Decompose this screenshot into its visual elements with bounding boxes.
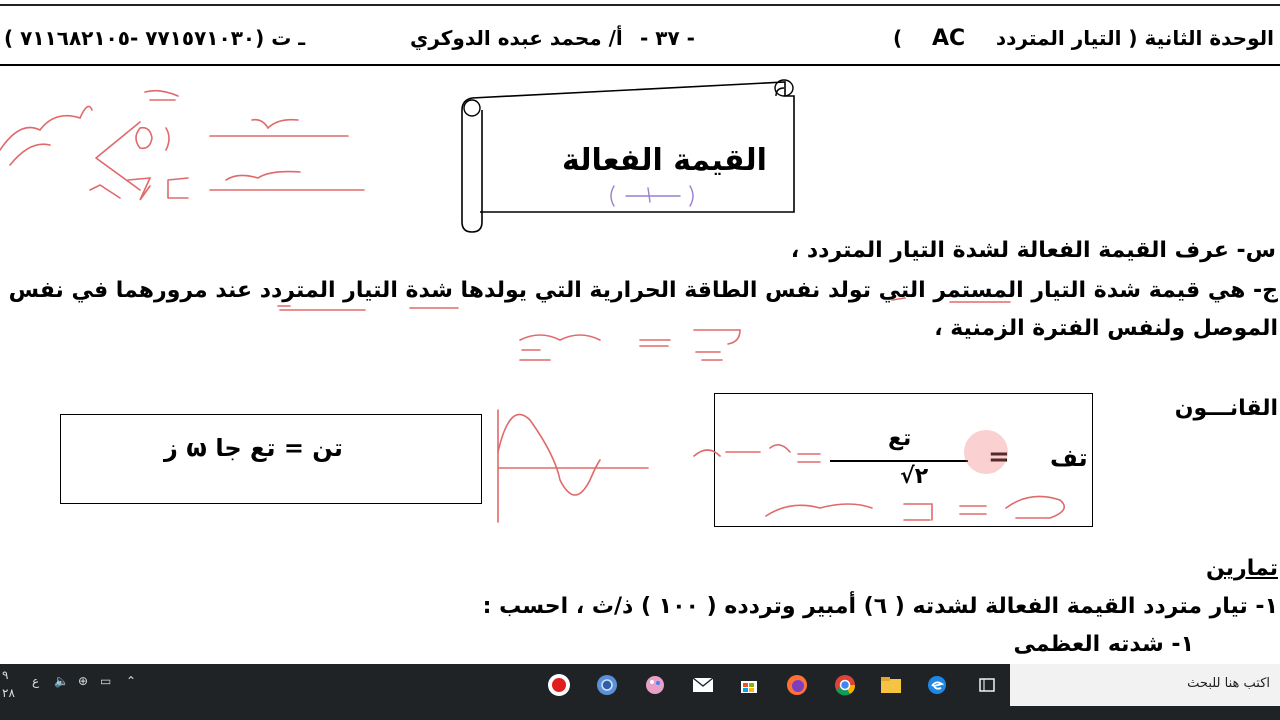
record-icon[interactable] (546, 672, 572, 698)
taskbar (0, 664, 1280, 720)
header-top-rule (0, 4, 1280, 6)
chrome-icon[interactable] (832, 672, 858, 698)
formula-effective-denominator: ٢√ (900, 464, 929, 489)
question-text: س- عرف القيمة الفعالة لشدة التيار المتردد ، (790, 238, 1276, 263)
formula-instantaneous: تن = تع جا ω ز (164, 434, 343, 462)
fraction-bar (830, 460, 968, 462)
header-unit-title: الوحدة الثانية ( التيار المتردد (995, 26, 1274, 50)
cursor-highlight (964, 430, 1008, 474)
tray-chevron-icon[interactable]: ⌃ (126, 674, 137, 688)
mail-icon[interactable] (690, 672, 716, 698)
formula-effective-numerator: تع (888, 426, 912, 451)
exercises-heading: تمارين (1206, 556, 1278, 581)
exercise-1-part-a: ١- شدته العظمى (1013, 632, 1194, 657)
banner-title: القيمة الفعالة (562, 143, 767, 178)
language-indicator[interactable]: ع (32, 674, 40, 688)
formula-effective-lhs: تف (1050, 444, 1088, 472)
header-bottom-rule (0, 64, 1280, 66)
header-unit-ac: AC (932, 26, 966, 51)
clock-time[interactable]: ٩ (2, 668, 9, 682)
taskbar-search-placeholder: اكتب هنا للبحث (1187, 676, 1270, 691)
formula-effective-equals: = (988, 442, 1010, 472)
firefox-icon[interactable] (784, 672, 810, 698)
header-page-number: - ٣٧ - (640, 26, 695, 50)
task-view-icon[interactable] (974, 672, 1000, 698)
edge-icon[interactable] (924, 672, 950, 698)
law-heading: القانـــون (1174, 396, 1278, 421)
network-icon[interactable]: ⊕ (78, 674, 89, 688)
answer-line-1: ج- هي قيمة شدة التيار المستمر التي تولد نفس الطاقة الحرارية التي يولدها شدة التيار المتردد عند مرورهما في نفس (8, 278, 1278, 303)
paint-icon[interactable] (642, 672, 668, 698)
clock-date[interactable]: ٢٨ (2, 686, 15, 700)
battery-icon[interactable]: ▭ (100, 674, 112, 688)
store-icon[interactable] (736, 672, 762, 698)
header-author: أ/ محمد عبده الدوكري (410, 26, 623, 50)
chrome-alt-icon[interactable] (594, 672, 620, 698)
file-explorer-icon[interactable] (878, 672, 904, 698)
volume-icon[interactable]: 🔈 (54, 674, 69, 688)
exercise-1: ١- تيار متردد القيمة الفعالة لشدته ( ٦) أمبير وتردده ( ١٠٠ ) ذ/ث ، احسب : (482, 594, 1278, 619)
header-phone: ـ ت (٧٧١٥٧١٠٣٠ -٧١١٦٨٢١٠٥ ) (4, 26, 306, 50)
answer-line-2: الموصل ولنفس الفترة الزمنية ، (934, 316, 1278, 341)
taskbar-search-box[interactable] (1010, 664, 1280, 706)
header-unit-close: ) (893, 26, 903, 50)
